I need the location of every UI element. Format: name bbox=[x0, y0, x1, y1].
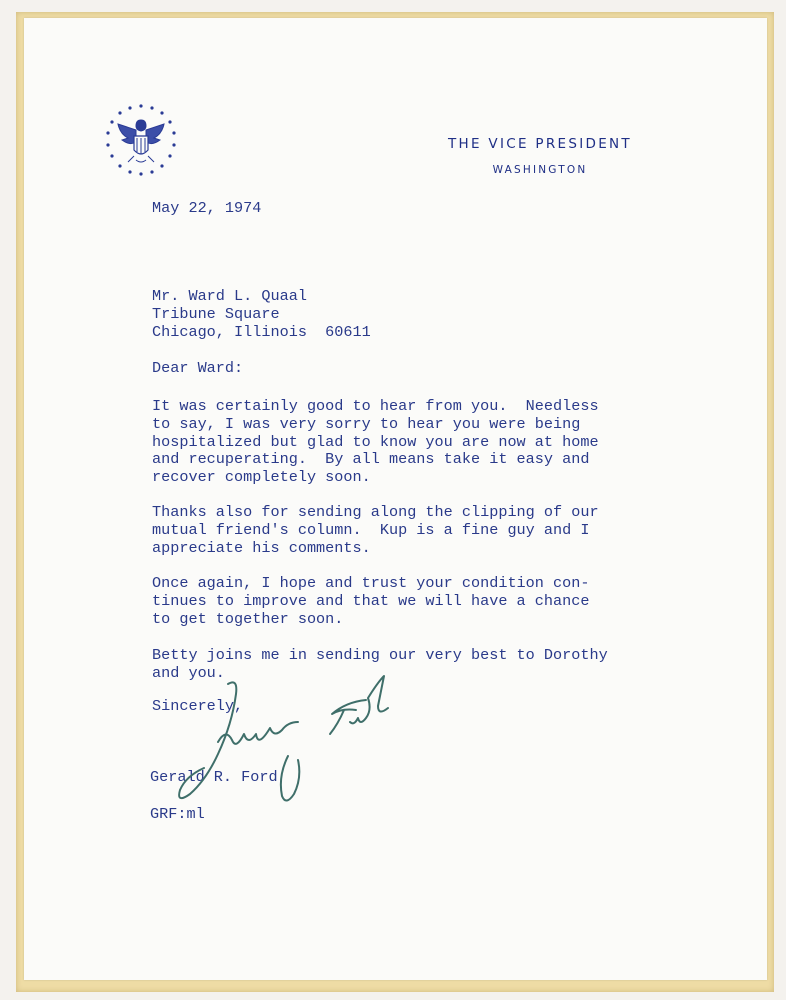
closing: Sincerely, bbox=[152, 697, 244, 715]
body-paragraph: Once again, I hope and trust your condition con- tinues to improve and that we will have a chance to get together soon. bbox=[152, 574, 590, 628]
reference-initials: GRF:ml bbox=[150, 805, 205, 823]
body-paragraph: Betty joins me in sending our very best to Dorothy and you. bbox=[152, 646, 608, 682]
letterhead-subtitle: WASHINGTON bbox=[492, 164, 588, 176]
recipient-address bbox=[152, 288, 371, 341]
signer-name: Gerald R. Ford bbox=[150, 768, 278, 786]
recipient-city: Chicago, Illinois 60611 bbox=[152, 322, 371, 341]
body-paragraph: Thanks also for sending along the clipping of our mutual friend's column. Kup is a fine guy and I appreciate his comments. bbox=[152, 503, 599, 557]
recipient-street: Tribune Square bbox=[152, 304, 280, 323]
salutation: Dear Ward: bbox=[152, 359, 244, 377]
handwritten-signature bbox=[170, 672, 430, 822]
letterhead bbox=[395, 136, 685, 176]
body-paragraph: It was certainly good to hear from you. Needless to say, I was very sorry to hear you were being hospitalized but glad to know you are now at home and recuperating. By all means take it easy and recover completely soon. bbox=[152, 397, 599, 487]
vice-presidential-seal-icon bbox=[100, 100, 182, 182]
letterhead-title: THE VICE PRESIDENT bbox=[448, 136, 632, 152]
recipient-name: Mr. Ward L. Quaal bbox=[152, 287, 307, 305]
letter-date: May 22, 1974 bbox=[152, 199, 262, 217]
